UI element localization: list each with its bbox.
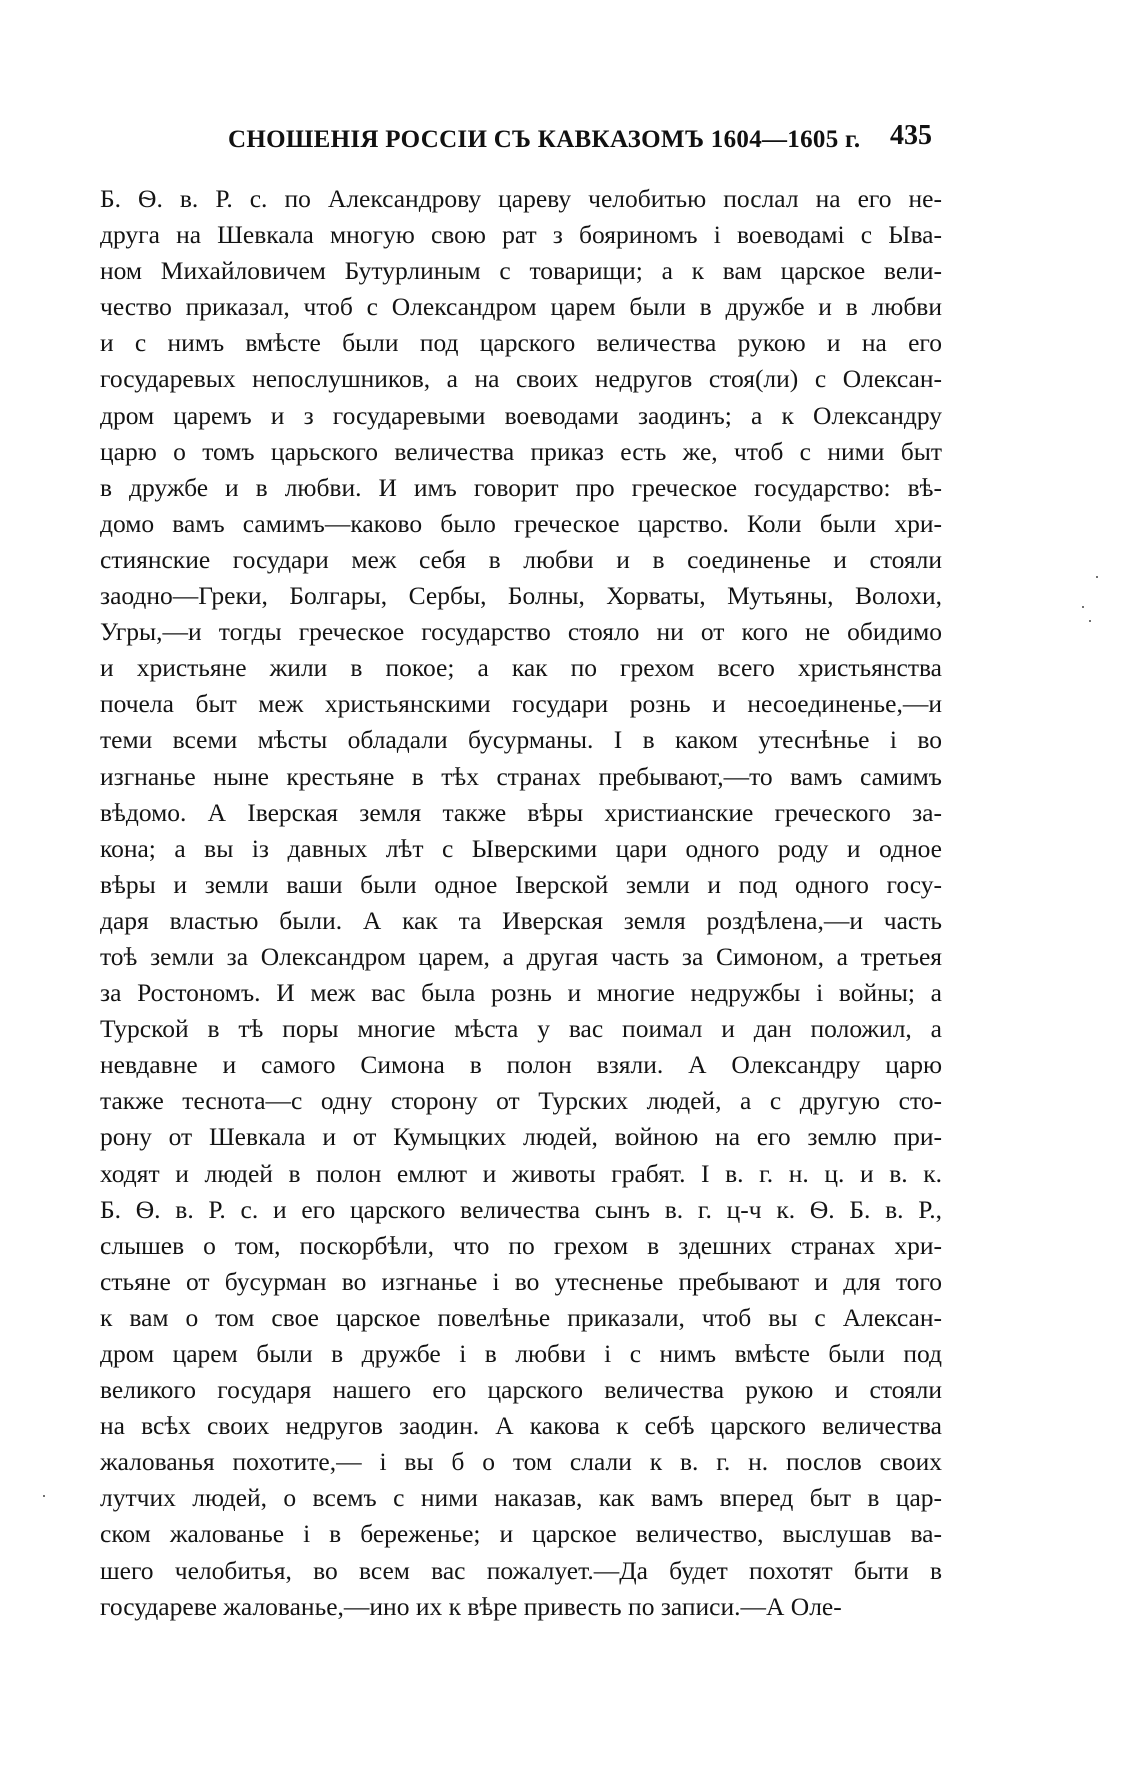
- text-line: в дружбе и в любви. И имъ говорит про греческое государство: вѣ-: [100, 472, 942, 502]
- text-line: государевых непослушников, а на своих недругов стоя(ли) с Олексан-: [100, 364, 942, 394]
- text-line: государеве жалованье,—ино их к вѣре привесть по записи.—А Оле-: [100, 1591, 842, 1621]
- text-line: ходят и людей в полон емлют и животы грабят. І в. г. н. ц. и в. к.: [100, 1158, 942, 1188]
- text-line: Турской в тѣ поры многие мѣста у вас поимал и дан положил, а: [100, 1014, 942, 1044]
- text-line: друга на Шевкала многую свою рат з бояриномъ і воеводамі с Ыва-: [100, 220, 942, 250]
- text-line: слышев о том, поскорбѣли, что по грехом в здешних странах хри-: [100, 1230, 942, 1260]
- text-line: Б. Ѳ. в. Р. с. и его царского величества сынъ в. г. ц-ч к. Ѳ. Б. в. Р.,: [100, 1194, 942, 1224]
- text-line: стиянские государи меж себя в любви и в соединенье и стояли: [100, 544, 942, 574]
- text-line: к вам о том свое царское повелѣнье приказали, чтоб вы с Алексан-: [100, 1302, 942, 1332]
- text-line: вѣдомо. А Іверская земля также вѣры христианские греческого за-: [100, 797, 942, 827]
- text-line: ском жалованье і в береженье; и царское величество, выслушав ва-: [100, 1519, 942, 1549]
- text-line: вѣры и земли ваши были одное Іверской земли и под одного госу-: [100, 869, 942, 899]
- scan-speck: [1096, 576, 1098, 578]
- text-line: тоѣ земли за Олександром царем, а другая часть за Симоном, а третьея: [100, 941, 942, 971]
- running-header-title: СНОШЕНІЯ РОССІИ СЪ КАВКАЗОМЪ 1604—1605 г.: [228, 126, 861, 153]
- scan-speck: [1089, 620, 1091, 622]
- text-line: изгнанье ныне крестьяне в тѣх странах пребывают,—то вамъ самимъ: [100, 761, 942, 791]
- text-line: на всѣх своих недругов заодин. А какова к себѣ царского величества: [100, 1411, 942, 1441]
- running-header: [100, 112, 940, 158]
- page-number: 435: [890, 120, 932, 151]
- text-line: великого государя нашего его царского величества рукою и стояли: [100, 1375, 942, 1405]
- text-line: царю о томъ царьского величества приказ есть же, чтоб с ними быт: [100, 436, 942, 466]
- scan-speck: [1082, 606, 1084, 608]
- text-line: теми всеми мѣсты обладали бусурманы. І в каком утеснѣнье і во: [100, 725, 942, 755]
- text-line: домо вамъ самимъ—каково было греческое царство. Коли были хри-: [100, 508, 942, 538]
- text-line: почела быт меж христьянскими государи рознь и несоединенье,—и: [100, 689, 942, 719]
- text-line: стьяне от бусурман во изгнанье і во утесненье пребывают и для того: [100, 1266, 942, 1296]
- text-line: и с нимъ вмѣсте были под царского величества рукою и на его: [100, 328, 942, 358]
- scan-speck: [43, 1495, 45, 1497]
- text-line: рону от Шевкала и от Кумыцких людей, войною на его землю при-: [100, 1122, 942, 1152]
- text-line: чество приказал, чтоб с Олександром царем были в дружбе и в любви: [100, 292, 942, 322]
- text-line: шего челобитья, во всем вас пожалует.—Да будет похотят быти в: [100, 1555, 942, 1585]
- text-line: даря властью были. А как та Иверская земля роздѣлена,—и часть: [100, 905, 942, 935]
- text-line: невдавне и самого Симона в полон взяли. А Олександру царю: [100, 1050, 942, 1080]
- text-line: за Ростономъ. И меж вас была рознь и многие недружбы і войны; а: [100, 978, 942, 1008]
- text-line: жалованья похотите,— і вы б о том слали к в. г. н. послов своих: [100, 1447, 942, 1477]
- text-line: Б. Ѳ. в. Р. с. по Александрову цареву челобитью послал на его не-: [100, 184, 942, 213]
- text-line: ном Михайловичем Бутурлиным с товарищи; а к вам царское вели-: [100, 256, 942, 286]
- text-line: Угры,—и тогды греческое государство стояло ни от кого не обидимо: [100, 617, 942, 647]
- text-line: также теснота—с одну сторону от Турских людей, а с другую сто-: [100, 1086, 942, 1116]
- text-line: и христьяне жили в покое; а как по грехом всего христьянства: [100, 653, 942, 683]
- body-text: [100, 181, 942, 1625]
- text-line: кона; а вы із давных лѣт с Ыверскими цари одного роду и одное: [100, 833, 942, 863]
- text-line: лутчих людей, о всемъ с ними наказав, как вамъ вперед быт в цар-: [100, 1483, 942, 1513]
- text-line: заодно—Греки, Болгары, Сербы, Болны, Хорваты, Мутьяны, Волохи,: [100, 581, 942, 611]
- text-line: дром царемъ и з государевыми воеводами заодинъ; а к Олександру: [100, 400, 942, 430]
- text-line: дром царем были в дружбе і в любви і с нимъ вмѣсте были под: [100, 1339, 942, 1368]
